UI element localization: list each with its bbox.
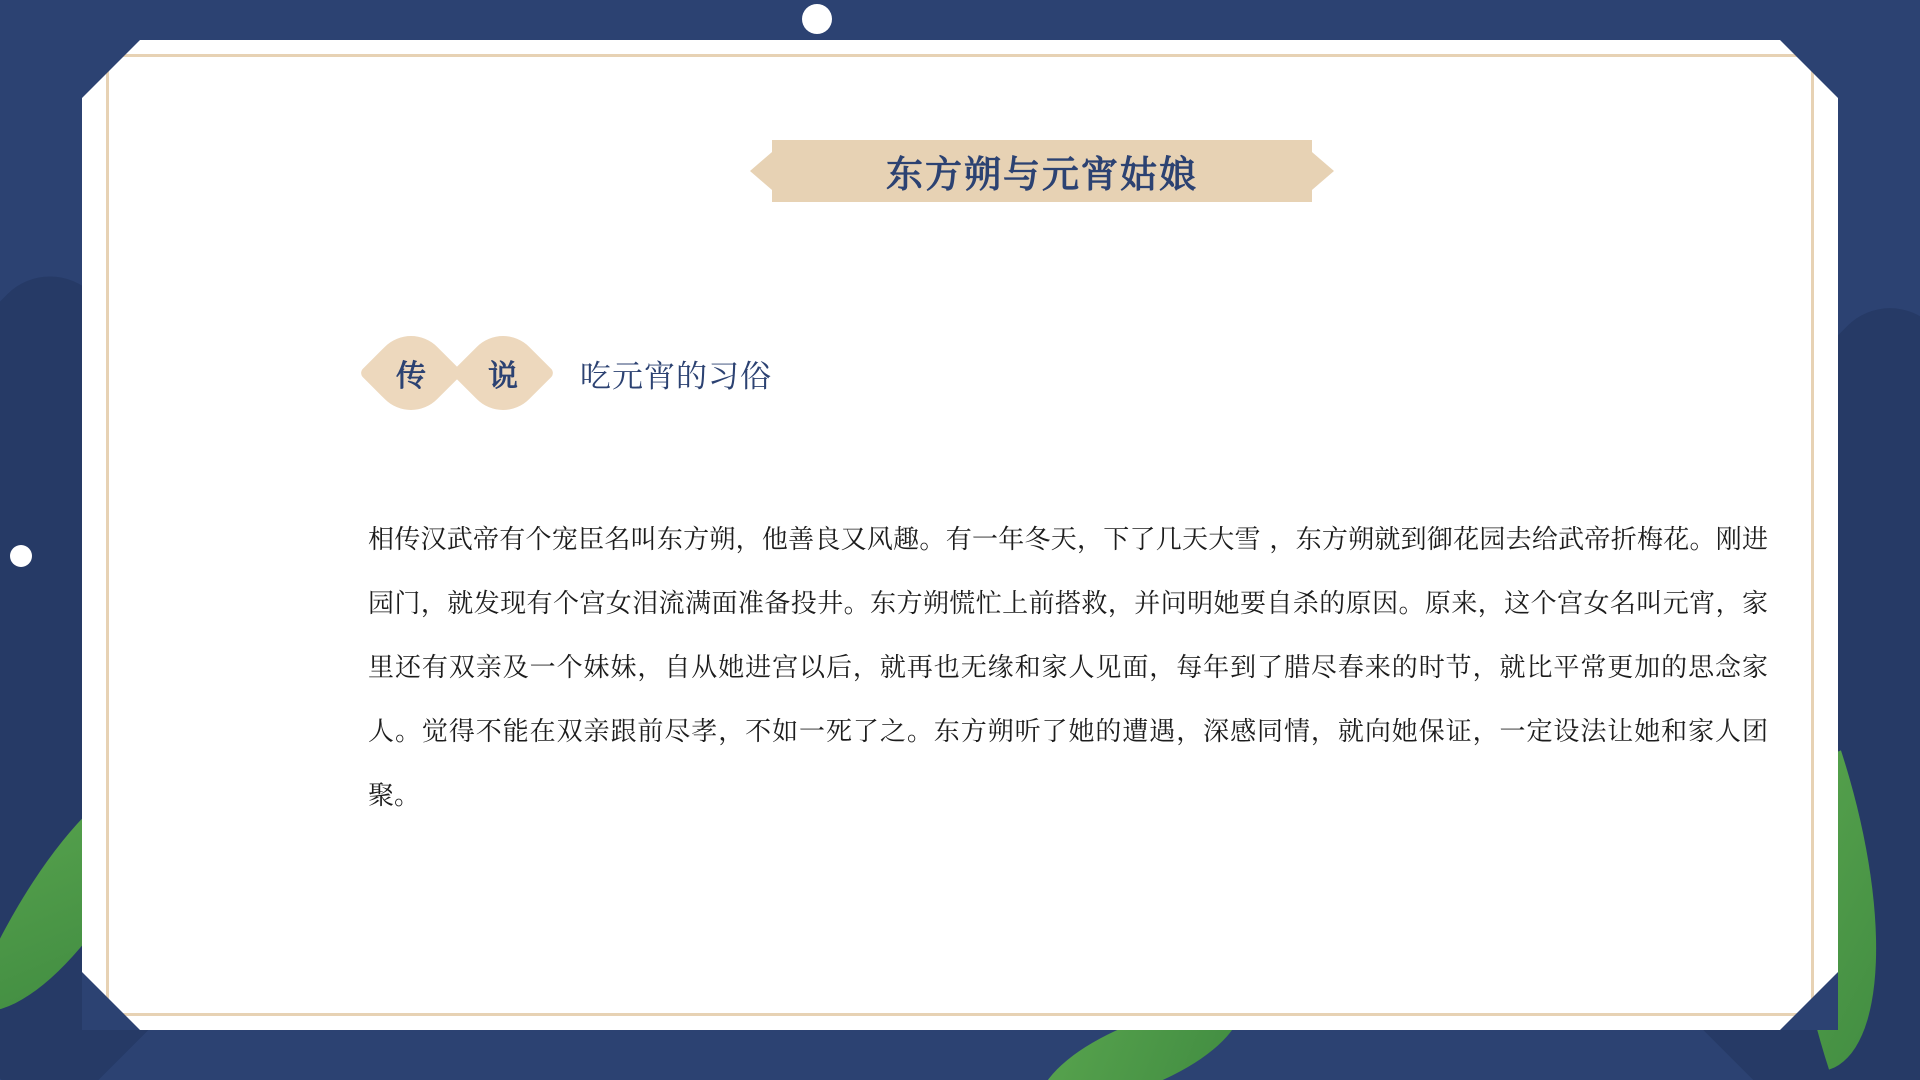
section-header [374,336,772,410]
top-dot-icon [802,4,832,34]
page-title: 东方朔与元宵姑娘 [886,154,1198,195]
section-badge-1 [359,321,464,426]
title-plaque [772,140,1312,202]
section-badge-2-label: 说 [488,360,518,393]
side-dot-icon [10,545,32,567]
content-card [82,40,1838,1030]
body-paragraph: 相传汉武帝有个宠臣名叫东方朔，他善良又风趣。有一年冬天，下了几天大雪 ，东方朔就到御花园去给武帝折梅花。刚进园门，就发现有个宫女泪流满面准备投井。东方朔慌忙上前搭救，并问明她要自杀的原因。原来，这个宫女名叫元宵，家里还有双亲及一个妹妹，自从她进宫以后，就再也无缘和家人见面，每年到了腊尽春来的时节，就比平常更加的思念家人。觉得不能在双亲跟前尽孝，不如一死了之。东方朔听了她的遭遇，深感同情，就向她保证，一定设法让她和家人团聚。 [368,525,1768,811]
section-heading: 吃元宵的习俗 [580,358,772,394]
section-badge-2 [451,321,556,426]
section-badge-1-label: 传 [396,360,426,393]
